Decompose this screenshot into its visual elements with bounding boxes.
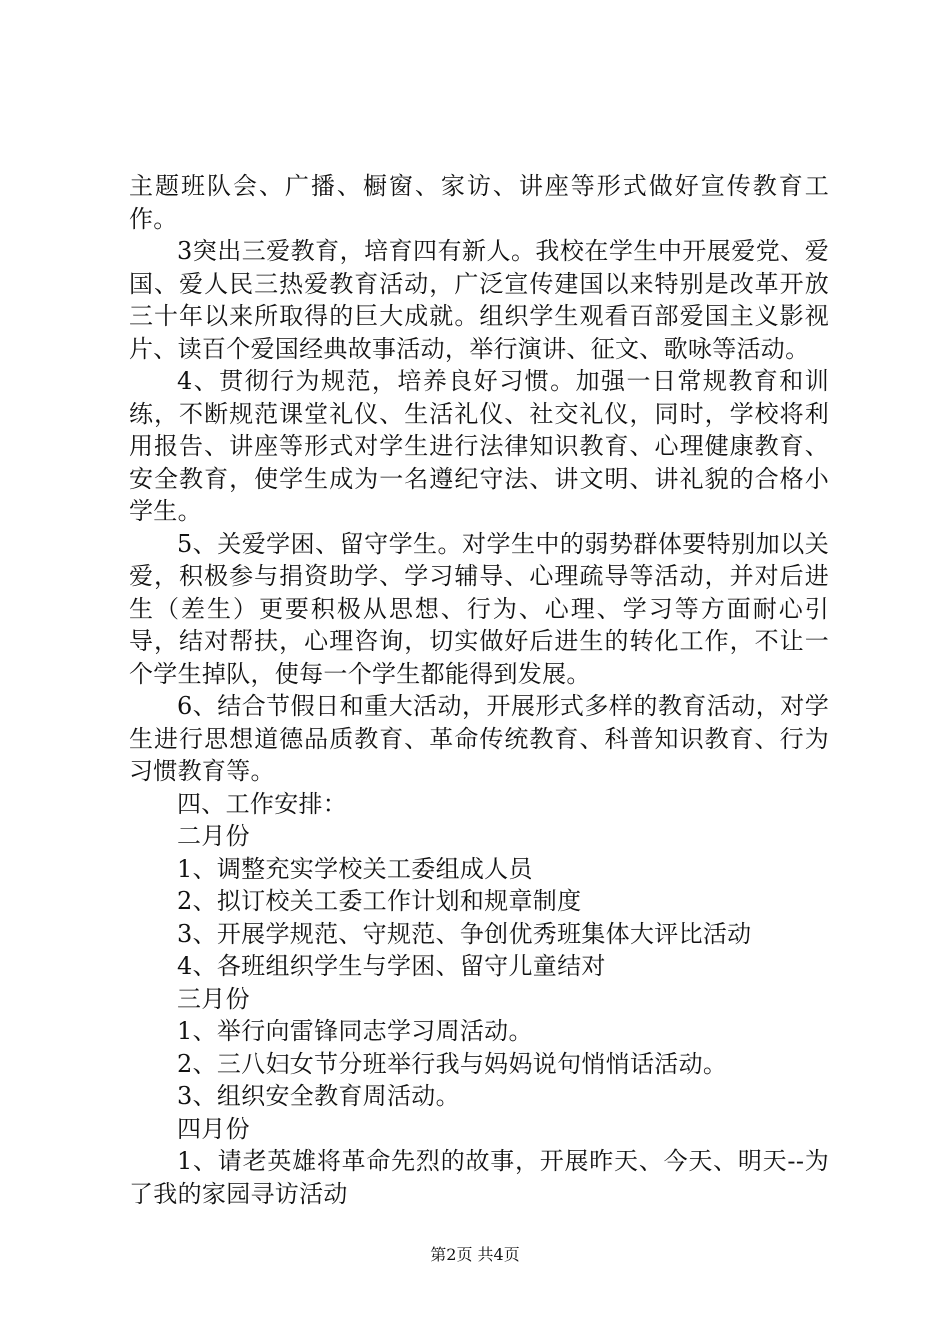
text-line: 3、开展学规范、守规范、争创优秀班集体大评比活动 [177,919,752,948]
document-body [129,170,829,1210]
paragraph: 3突出三爱教育，培育四有新人。我校在学生中开展爱党、爱国、爱人民三热爱教育活动，广泛宣传建国以来特别是改革开放三十年以来所取得的巨大成就。组织学生观看百部爱国主义影视片、读百个爱国经典故事活动，举行演讲、征文、歌咏等活动。 [129,237,829,363]
paragraph: 6、结合节假日和重大活动，开展形式多样的教育活动，对学生进行思想道德品质教育、革命传统教育、科普知识教育、行为习惯教育等。 [129,692,829,785]
paragraph: 4、贯彻行为规范，培养良好习惯。加强一日常规教育和训练，不断规范课堂礼仪、生活礼仪、社交礼仪，同时，学校将利用报告、讲座等形式对学生进行法律知识教育、心理健康教育、安全教育，使学生成为一名遵纪守法、讲文明、讲礼貌的合格小学生。 [129,367,829,525]
text-line: 1、调整充实学校关工委组成人员 [177,854,533,883]
text-line: 2、拟订校关工委工作计划和规章制度 [177,887,582,915]
text-line: 1、举行向雷锋同志学习周活动。 [177,1017,533,1045]
text-line: 二月份 [177,822,250,850]
page-footer: 第2页 共4页 [430,1245,520,1264]
text-line: 四、工作安排： [177,789,348,818]
paragraph: 1、请老英雄将革命先烈的故事，开展昨天、今天、明天--为了我的家园寻访活动 [129,1147,829,1208]
paragraph: 5、关爱学困、留守学生。对学生中的弱势群体要特别加以关爱，积极参与捐资助学、学习辅导、心理疏导等活动，并对后进生（差生）更要积极从思想、行为、心理、学习等方面耐心引导，结对帮扶，心理咨询，切实做好后进生的转化工作，不让一个学生掉队，使每一个学生都能得到发展。 [129,529,829,688]
paragraph: 主题班队会、广播、橱窗、家访、讲座等形式做好宣传教育工作。 [129,172,829,233]
text-line: 2、三八妇女节分班举行我与妈妈说句悄悄话活动。 [177,1049,728,1078]
text-line: 3、组织安全教育周活动。 [177,1082,460,1110]
text-line: 四月份 [177,1114,250,1143]
text-line: 4、各班组织学生与学困、留守儿童结对 [177,952,606,980]
text-line: 三月份 [177,984,250,1013]
